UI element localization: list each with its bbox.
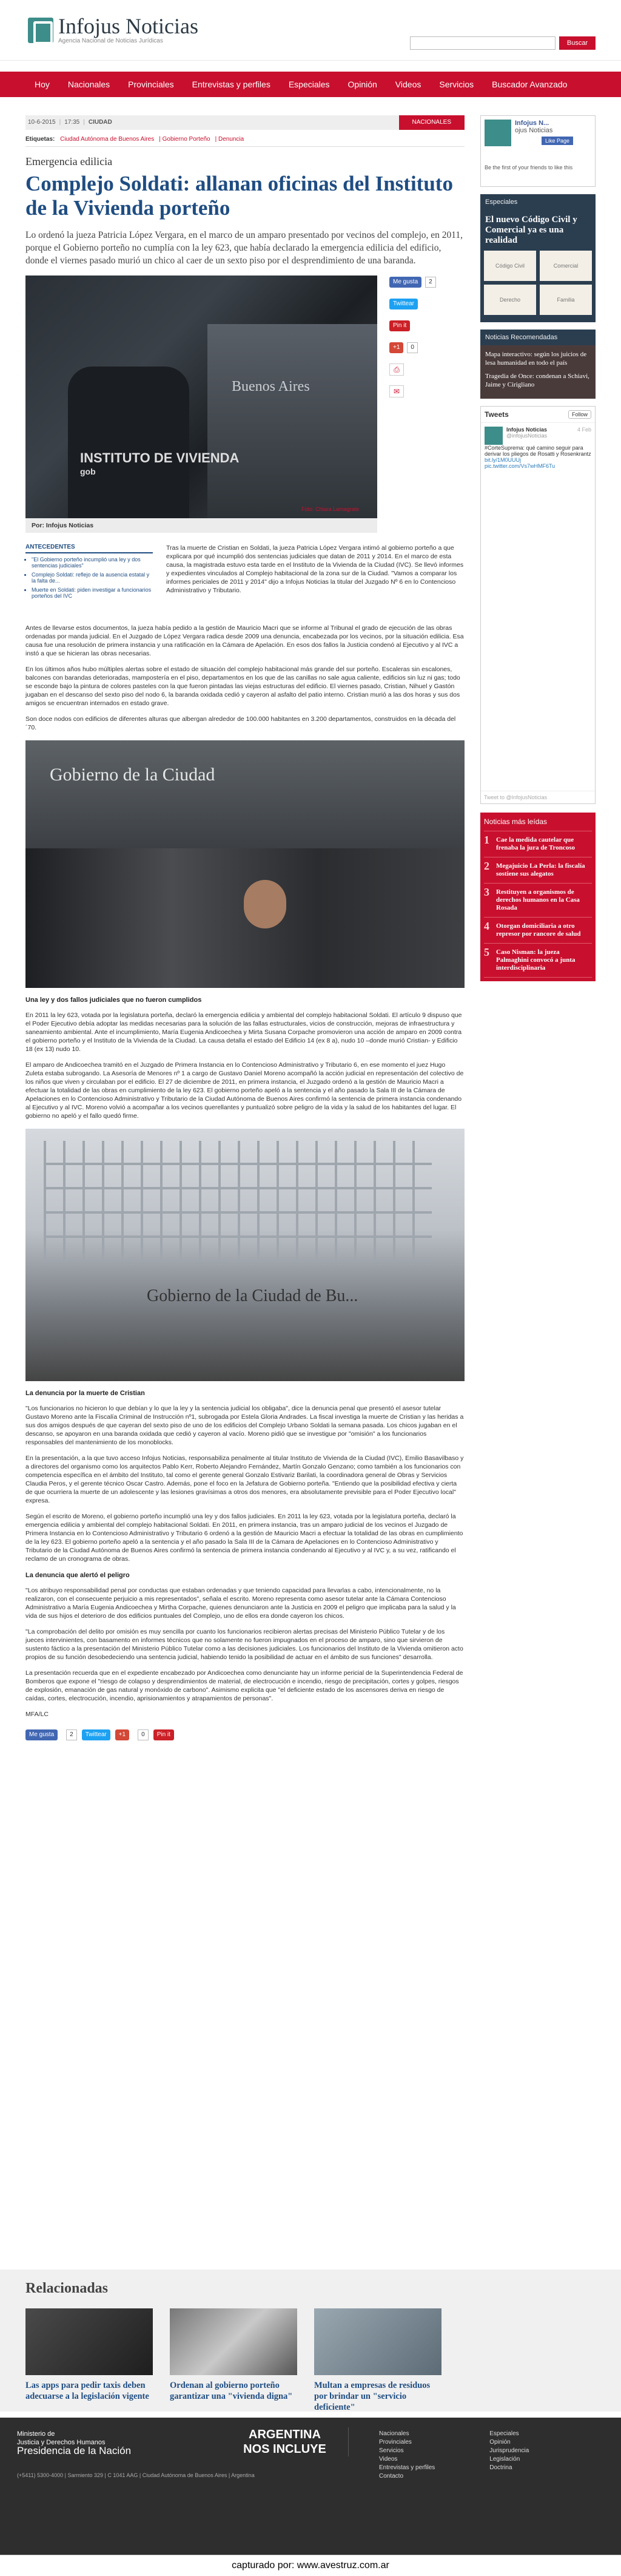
article-meta-bar: 10-6-2015 | 17:35 | CIUDAD NACIONALES — [25, 115, 465, 130]
related-item[interactable] — [170, 2308, 297, 2413]
nav-item-entrevistas[interactable]: Entrevistas y perfiles — [192, 79, 270, 89]
photo-caption: Por: Infojus Noticias — [25, 518, 377, 533]
nav-item-hoy[interactable]: Hoy — [35, 79, 50, 89]
nav-item-videos[interactable]: Videos — [395, 79, 421, 89]
share-panel — [389, 276, 465, 407]
logo-icon — [28, 18, 53, 43]
logo-main: Infojus — [58, 14, 120, 38]
paragraph: La presentación recuerda que en el expediente encabezado por Andicoechea como denunciante hay un informe pericial de la Superintendencia Federal de Bomberos que expone el "riesgo de colapso y desprendimientos de material, de electrocución e incendio, riesgo de precipitación, cortes y golpes, riesgos de explosión, emanación de gas natural y monóxido de carbono". Asimismo explicita que "el deficiente estado de los ascensores deriva en riesgo de caídas, cortes, electrocución, incendio, aprisionamientos y atrapamientos de personas". — [25, 1669, 463, 1702]
facebook-count: 2 — [425, 277, 436, 288]
especiales-header: Especiales — [480, 194, 596, 210]
tags-row: Etiquetas: Ciudad Autónoma de Buenos Aires | Gobierno Porteño | Denuncia — [25, 136, 244, 143]
article-category[interactable]: CIUDAD — [88, 119, 112, 126]
facebook-page-name[interactable]: Infojus N... — [515, 120, 549, 127]
photo-sign-text: Buenos Aires — [232, 379, 310, 394]
facebook-page-widget — [480, 115, 596, 187]
facebook-page-avatar — [485, 120, 511, 146]
footer-link[interactable]: Servicios — [379, 2447, 404, 2454]
antecedente-link[interactable]: • Complejo Soldati: reflejo de la ausencia estatal y la falta de... — [32, 572, 153, 584]
especiales-title[interactable]: El nuevo Código Civil y Comercial ya es una realidad — [485, 215, 577, 245]
googleplus-count: 0 — [407, 342, 418, 353]
facebook-like-page-button[interactable]: Like Page — [542, 137, 573, 145]
site-footer — [0, 2418, 621, 2563]
footer-col-2 — [489, 2430, 529, 2481]
lead-photo — [25, 276, 377, 518]
especial-thumb[interactable]: Derecho — [484, 285, 536, 315]
twitter-avatar — [485, 427, 503, 445]
recomendada-link[interactable]: Tragedia de Once: condenan a Schiavi, Jaime y Cirigliano — [485, 373, 589, 388]
mas-leida-item[interactable]: 2 Megajuicio La Perla: la fiscalía sostiene sus alegatos — [484, 857, 592, 884]
antecedente-link[interactable]: • Muerte en Soldati: piden investigar a funcionarios porteños del IVC — [32, 587, 153, 599]
related-thumb[interactable] — [170, 2308, 297, 2375]
article-headline: Complejo Soldati: allanan oficinas del Instituto de la Vivienda porteño — [25, 172, 453, 220]
section-tag[interactable]: NACIONALES — [399, 115, 465, 130]
tag-link[interactable]: Ciudad Autónoma de Buenos Aires — [60, 136, 155, 143]
antecedentes-box — [25, 544, 153, 599]
section-heading: La denuncia por la muerte de Cristian — [25, 1390, 145, 1397]
section-heading: Una ley y dos fallos judiciales que no fueron cumplidos — [25, 996, 202, 1004]
related-section — [0, 2270, 621, 2412]
recomendadas-header: Noticias Recomendadas — [480, 330, 596, 345]
site-header — [0, 0, 621, 61]
twitter-follow-button[interactable]: Follow — [568, 410, 591, 419]
tweet-author[interactable]: Infojus Noticias — [506, 427, 548, 433]
recomendada-link[interactable]: Mapa interactivo: según los juicios de lesa humanidad en todo el país — [485, 351, 587, 367]
print-icon[interactable]: ⎙ — [389, 363, 404, 376]
article-date: 10-6-2015 — [28, 119, 56, 126]
footer-link[interactable]: Opinión — [489, 2439, 511, 2446]
antecedente-link[interactable]: • "El Gobierno porteño incumplió una ley y dos sentencias judiciales" — [32, 556, 153, 569]
pinterest-button[interactable]: Pin it — [389, 320, 410, 331]
mas-leida-item[interactable]: 5 Caso Nisman: la jueza Palmaghini convocó a junta interdisciplinaria — [484, 944, 592, 978]
mas-leidas-header: Noticias más leídas — [484, 816, 592, 831]
article-intro: Tras la muerte de Cristian en Soldati, la jueza Patricia López Vergara intimó al gobierno porteño a que explicara por qué incumplió dos sentencias judiciales que datan de 2011 y 2014. En el marco de esta causa, la magistrada estuvo esta tarde en el Instituto de la Vivienda de la Ciudad (IVC). Se llevó informes y expedientes vinculados al Complejo habitacional de la zona sur de la Ciudad. "Vamos a comparar los informes periciales de 2011 y 2014" dijo a Infojus Noticias la titular del Juzgado Nº 6 en lo Contencioso Administrativo y Tributario. — [166, 544, 464, 594]
pinterest-button[interactable]: Pin it — [153, 1729, 174, 1740]
site-logo[interactable] — [28, 16, 198, 44]
bottom-share-bar — [25, 1729, 465, 1740]
nav-item-nacionales[interactable]: Nacionales — [67, 79, 110, 89]
footer-link[interactable]: Nacionales — [379, 2430, 409, 2437]
twitter-button[interactable]: Twittear — [389, 299, 418, 309]
footer-link[interactable]: Especiales — [489, 2430, 519, 2437]
especial-thumb[interactable]: Familia — [540, 285, 592, 315]
facebook-be-first: Be the first of your friends to like this — [485, 164, 573, 171]
article-photo-protest — [25, 740, 465, 988]
paragraph: "Los funcionarios no hicieron lo que debían y lo que la ley y la sentencia judicial los obligaba", dice la denuncia penal que presentó el asesor tutelar Gustavo Moreno ante la Fiscalía Criminal de Instrucción nº1, subrogada por Estela Gloria Andrades. La fiscal investiga la muerte de Cristian y las heridas a sus dos amigos después de que cayeran del sexto piso de uno de los edificios del Complejo Urbano Soldati la semana pasada. Los chicos jugaban en el descanso, se apoyaron en una baranda oxidada que cedió y cayeron al vacío. Moreno pidió que se investigue por "omisión" a los funcionarios responsables del mantenimiento de los monoblocks. — [25, 1405, 464, 1446]
paragraph: Antes de llevarse estos documentos, la jueza había pedido a la gestión de Mauricio Macri que se informe al Tribunal el grado de ejecución de las obras ordenadas por manda judicial. En el Juzgado de López Vergara radica desde 2009 una denuncia, encabezada por los vecinos, por la situación edilicia. Esa causa fue una resolución de primera instancia y una ratificación en la Cámara de Apelación. En esos dos fallos la Justicia condenó al Ejecutivo y al IVC a instó a que se hicieran las obras necesarias. — [25, 624, 464, 657]
antecedentes-title: ANTECEDENTES — [25, 544, 153, 553]
lead-photo-block — [25, 276, 465, 533]
logo-second: Noticias — [126, 14, 198, 38]
tag-link[interactable]: Denuncia — [218, 136, 244, 143]
mas-leida-item[interactable]: 4 Otorgan domiciliaria a otro represor por rancore de salud — [484, 918, 592, 944]
article-column — [25, 115, 465, 1740]
capture-credit: capturado por: www.avestruz.com.ar — [0, 2555, 621, 2575]
tag-link[interactable]: Gobierno Porteño — [162, 136, 210, 143]
tweet-text: #CorteSuprema: qué camino seguir para derivar los pliegos de Rosatti y Rosenkrantz — [485, 445, 591, 457]
photo2-sign: Gobierno de la Ciudad — [50, 765, 215, 785]
related-headline[interactable]: Ordenan al gobierno porteño garantizar una "vivienda digna" — [170, 2381, 293, 2401]
footer-link[interactable]: Contacto — [379, 2473, 404, 2480]
paragraph: En la presentación, a la que tuvo acceso Infojus Noticias, responsabiliza penalmente al titular Instituto de Vivienda de la Ciudad (IVC), Emilio Basavilbaso y a directores del organismo como los arquitectos Pablo Kerr, Roberto Alejandro Fernández, Martín Gonzalo Genzano; como también a los funcionarios con competencia específica en el ámbito del Instituto, tal como el gerente general Gonzalo Estivariz Barilati, la coordinadora general de Obras y Servicios Claudia Peros, y el gerente técnico Oscar Castro. Además, pone el foco en la Jefatura de Gobierno porteña. "Entiendo que la posibilidad efectiva y cierta de que ocurriera la muerte de un adolescente y las lesiones gravísimas a otros dos menores, era absolutamente previsible para el Poder Ejecutivo local" expresa. — [25, 1455, 464, 1504]
article-summary: Lo ordenó la jueza Patricia López Vergara, en el marco de un amparo presentado por vecinos del complejo, en 2011, porque el Gobierno porteño no cumplía con la ley 623, que había declarado la emergencia edilicia del edificio, donde el viernes pasado murió un chico al caer de un sexto piso por el desprendimiento de una baranda. — [25, 230, 463, 266]
related-item[interactable] — [25, 2308, 153, 2413]
divider — [25, 146, 465, 147]
tweet-handle: @infojusNoticias — [506, 433, 548, 439]
tweet-date: 4 Feb — [577, 427, 591, 433]
search-form — [410, 36, 596, 50]
related-title: Relacionadas — [25, 2280, 109, 2296]
tweet-link[interactable]: bit.ly/1M0UUUj pic.twitter.com/Vs7wHMF6Tu — [485, 457, 556, 469]
intro-block — [25, 544, 465, 617]
googleplus-button[interactable]: +1 — [389, 342, 403, 353]
facebook-count: 2 — [66, 1729, 77, 1740]
googleplus-count: 0 — [138, 1729, 149, 1740]
tweet-to-link[interactable]: Tweet to @InfojusNoticias — [481, 791, 595, 803]
footer-link[interactable]: Videos — [379, 2456, 398, 2463]
mas-leidas-block — [480, 813, 596, 981]
footer-link[interactable]: Doctrina — [489, 2464, 512, 2471]
photo-credit: Foto: Chiara Lamagrate — [301, 506, 360, 512]
paragraph: En los últimos años hubo múltiples alertas sobre el estado de situación del complejo habitacional más grande del sur porteño. Escaleras sin escalones, balcones con barandas deterioradas, mampostería en el piso, departamentos en los que de las canillas no sale agua caliente, edificios sin luz ni gas; todo se esconde bajo la pintura de colores pasteles con la que fueron pintadas las viejas estructuras del edificio. El viernes pasado, Cristian, Nihuel y Gastón jugaban en el descanso del sexto piso del nodo 6, la baranda oxidada cedió y cayeron al asfalto del patio interno. Cristian murió a las dos horas y sus dos amigos se encuentran internados en estado grave. — [25, 666, 460, 707]
especiales-block — [480, 194, 596, 322]
footer-link[interactable]: Legislación — [489, 2456, 520, 2463]
footer-address: (+5411) 5300-4000 | Sarmiento 329 | C 1041 AAG | Ciudad Autónoma de Buenos Aires | Argentina — [17, 2472, 255, 2478]
googleplus-button[interactable]: +1 — [115, 1729, 129, 1740]
tags-title: Etiquetas: — [25, 136, 55, 143]
article-time: 17:35 — [64, 119, 80, 126]
related-thumb[interactable] — [25, 2308, 153, 2375]
search-input[interactable] — [410, 36, 556, 50]
ministry-logo[interactable]: Ministerio de Justicia y Derechos Humanos Presidencia de la Nación — [17, 2430, 132, 2456]
recomendadas-block — [480, 330, 596, 399]
mas-leida-item[interactable]: 1 Cae la medida cautelar que frenaba la jura de Troncoso — [484, 831, 592, 857]
footer-link[interactable]: Jurisprudencia — [489, 2447, 529, 2454]
twitter-widget — [480, 406, 596, 804]
photo-jacket-text: INSTITUTO DE VIVIENDA gob — [80, 450, 240, 476]
logo-subtitle: Agencia Nacional de Noticias Jurídicas — [58, 38, 163, 44]
article-photo-building — [25, 1129, 465, 1381]
argentina-logo: ARGENTINA NOS INCLUYE — [221, 2427, 349, 2456]
nav-item-provinciales[interactable]: Provinciales — [128, 79, 174, 89]
related-headline[interactable]: Las apps para pedir taxis deben adecuarse a la legislación vigente — [25, 2381, 149, 2401]
especial-thumb[interactable]: Comercial — [540, 251, 592, 281]
paragraph: "Los atribuyo responsabilidad penal por conductas que estaban ordenadas y que teniendo capacidad para llevarlas a cabo, intencionalmente, no la realizaron, con el consecuente perjuicio a mis representados", señala el escrito. Moreno representa como asesor tutelar ante la Cámara Contencioso Administrativo a María Eugenia Andicoechea y Mirtha Corpache, quienes denunciaron ante la Justicia en 2009 el peligro que implicaba para la salud y la vida de sus hijos el deterioro de dos edificios puntuales del Complejo, uno de ellos era donde cayeron los chicos. — [25, 1587, 456, 1620]
twitter-button[interactable]: Twittear — [82, 1729, 110, 1740]
main-nav — [0, 72, 621, 97]
paragraph: "La comprobación del delito por omisión es muy sencilla por cuanto los funcionarios recibieron alertas precisas del Ministerio Público Tutelar y de los jueces intervinientes, con basamento en informes técnicos que no solamente no fueron impugnados en el proceso de amparo, sino que sirvieron de sustento fáctico a la presentación del Ministerio Público Tutelar como a las decisiones judiciales. Los funcionarios del Instituto de la Vivienda omitieron acto propios de su función desobedeciendo una sentencia judicial, habiendo tenido la posibilidad de actuar en el ámbito de sus funciones" desarrolla. — [25, 1628, 463, 1661]
facebook-page-subname: ojus Noticias — [515, 127, 553, 134]
nav-item-especiales[interactable]: Especiales — [288, 79, 330, 89]
paragraph: En 2011 la ley 623, votada por la legislatura porteña, declaró la emergencia edilicia y ambiental del complejo habitacional Soldati. El artículo 9 dispuso que el Poder Ejecutivo debía adoptar las medidas necesarias para la solución de las fallas estructurales, vicios de construcción, mejoras de infraestructura y saneamiento ambiental. Ante el incumplimiento, María Eugenia Andicoechea y Mirta Susana Corpache promovieron una acción de amparo en 2009 contra el gobierno porteño y el Instituto de la Vivienda de la Ciudad. La causa detalla el estado del Edificio 14 (ex 8 a), nudo 10 –donde murió Cristian- y Edificio 18 (ex 13) nudo 10. — [25, 1012, 462, 1053]
facebook-like-button[interactable]: Me gusta — [389, 277, 421, 288]
paragraph: El amparo de Andicoechea tramitó en el Juzgado de Primera Instancia en lo Contencioso Administrativo y Tributario 6, en ese momento el juez Hugo Zuleta estaba subrogando. La Asesoría de Menores nº 1 a cargo de Gustavo Daniel Moreno acompañó la acción judicial en representación del colectivo de los niños que viven y circulaban por el edificio. El 27 de diciembre de 2011, en primera instancia, el Juzgado ordenó a la gestión de Mauricio Macri a efectuar la totalidad de las obras en cumplimiento de la ley 623. El gobierno porteño apeló a la sentencia y el año pasado la Sala III de la Cámara de Apelaciones en lo Contencioso Administrativo y Tributario de la Ciudad Autónoma de Buenos Aires confirmó la sentencia de primera instancia condenando al Ejecutivo y al IVC. Moreno volvió a acompañar a los vecinos querellantes y puntualizó sobre peligro de la vida y la salud de los habitantes del lugar. El gobierno no apeló y el fallo quedó firme. — [25, 1061, 464, 1120]
article-body — [25, 624, 465, 1719]
tweets-header: Tweets — [485, 410, 509, 419]
especial-thumb[interactable]: Código Civil — [484, 251, 536, 281]
article-signature: MFA/LC — [25, 1711, 49, 1718]
related-thumb[interactable] — [314, 2308, 441, 2375]
mas-leida-item[interactable]: 3 Restituyen a organismos de derechos humanos en la Casa Rosada — [484, 884, 592, 918]
facebook-like-button[interactable]: Me gusta — [25, 1729, 58, 1740]
paragraph: Según el escrito de Moreno, el gobierno porteño incumplió una ley y dos fallos judiciales. En 2011 la ley 623, votada por la legislatura porteña, declaró la emergencia edilicia y ambiental del complejo habitacional Soldati. En 2011, en primera instancia, tras un amparo judicial de los vecinos el Juzgado de Primera Instancia en lo Contencioso Administrativo y Tributario 6 ordenó a la gestión de Mauricio Macri a efectuar la totalidad de las obras en cumplimiento de la ley 623. El gobierno porteño apeló a la sentencia y el año pasado la Sala III de la Cámara de Apelaciones en lo Contencioso Administrativo y Tributario de la Ciudad Autónoma de Buenos Aires confirmó la sentencia de primera instancia condenando al Ejecutivo y al IVC y, a su vez, ratificando el reclamo de un cronograma de obras. — [25, 1513, 463, 1563]
related-headline[interactable]: Multan a empresas de residuos por brindar un "servicio deficiente" — [314, 2381, 431, 2412]
paragraph: Son doce nodos con edificios de diferentes alturas que albergan alrededor de 100.000 habitantes en 3.200 departamentos, construidos en la década del ´70. — [25, 715, 456, 731]
footer-link[interactable]: Provinciales — [379, 2439, 412, 2446]
article-kicker: Emergencia edilicia — [25, 155, 113, 167]
section-heading: La denuncia que alertó el peligro — [25, 1572, 130, 1579]
footer-col-1 — [379, 2430, 435, 2481]
photo3-sign: Gobierno de la Ciudad de Bu... — [147, 1286, 358, 1305]
related-item[interactable] — [314, 2308, 441, 2413]
footer-link[interactable]: Entrevistas y perfiles — [379, 2464, 435, 2471]
nav-item-servicios[interactable]: Servicios — [439, 79, 474, 89]
nav-item-opinion[interactable]: Opinión — [347, 79, 377, 89]
sidebar — [480, 115, 596, 981]
nav-item-buscador[interactable]: Buscador Avanzado — [492, 79, 568, 89]
mail-icon[interactable]: ✉ — [389, 385, 404, 397]
search-button[interactable]: Buscar — [559, 36, 596, 50]
